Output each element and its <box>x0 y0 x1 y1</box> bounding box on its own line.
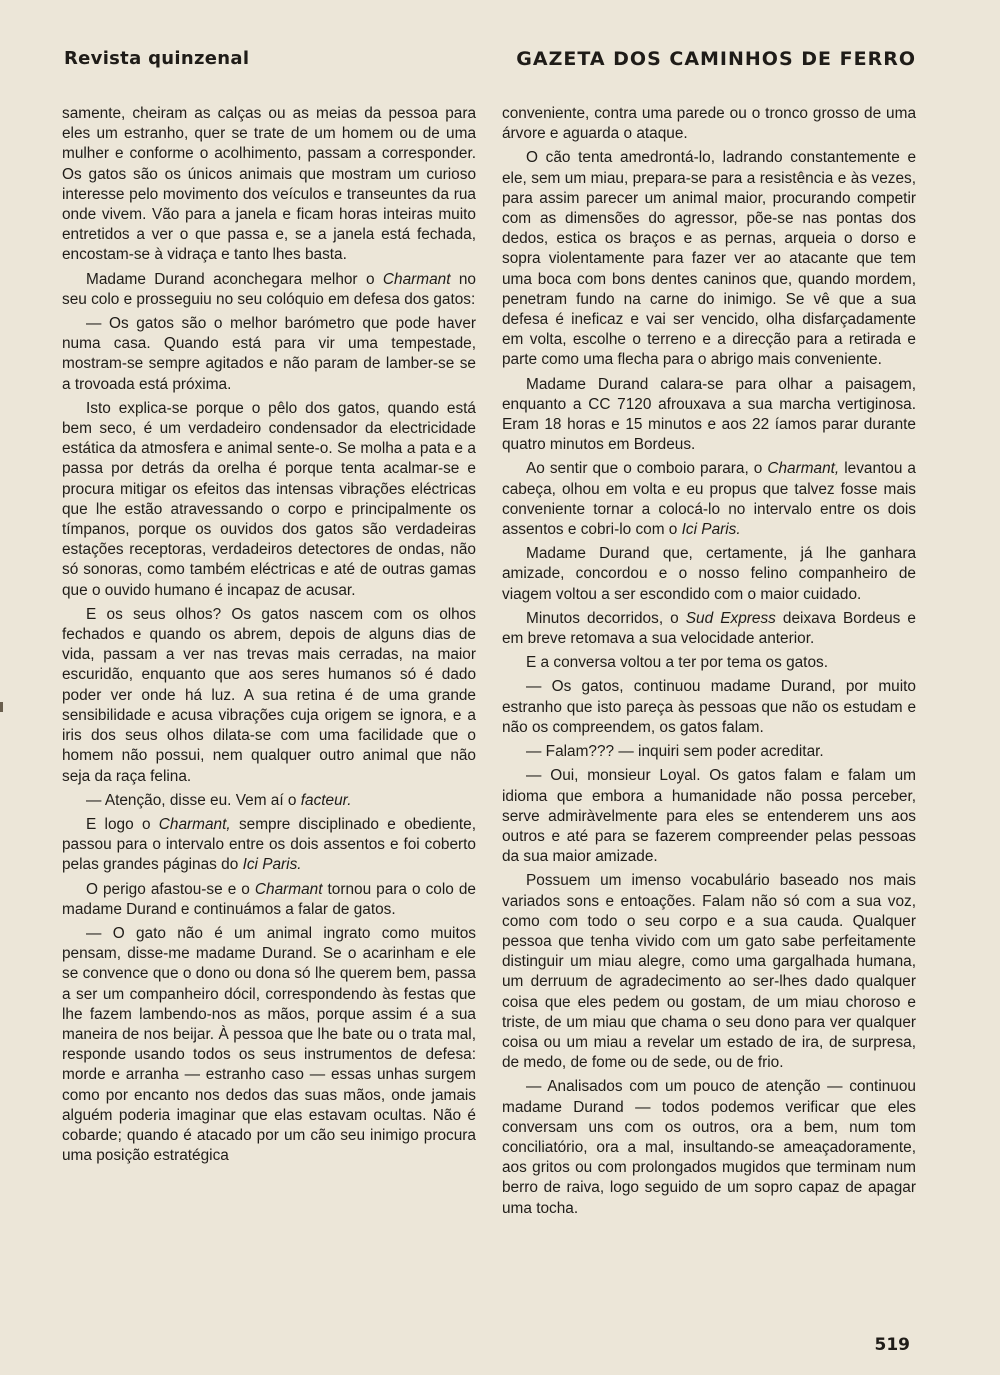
margin-mark <box>0 702 3 712</box>
right-column <box>502 104 916 1223</box>
text-segment: Minutos decorridos, o <box>526 609 686 627</box>
text-segment: Madame Durand aconchegara melhor o <box>86 270 383 288</box>
paragraph <box>62 791 476 811</box>
text-segment: E a conversa voltou a ter por tema os gatos. <box>526 654 828 672</box>
paragraph <box>502 459 916 540</box>
text-segment: tornou para o colo de madame Durand e continuámos a falar de gatos. <box>62 880 476 918</box>
text-segment: conveniente, contra uma parede ou o tronco grosso de uma árvore e aguarda o ataque. <box>502 105 916 143</box>
italic-text: facteur. <box>300 791 352 809</box>
paragraph <box>62 815 476 876</box>
text-segment: — O gato não é um animal ingrato como muitos pensam, disse-me madame Durand. Se o acarinham e ele se convence que o dono ou dona só lhe querem bem, passa a ser um companheiro dócil, correspondendo às festas que lhe fazem lambendo-nos as mãos, porque assim é a sua maneira de nos beijar. À pessoa que lhe bate ou o trata mal, responde usando todos os seus instrumentos de defesa: morde e arranha — estranho caso — essas unhas surgem como por encanto nos dedos das suas mãos, onde jamais alguém poderia imaginar que elas estavam ocultas. Não é cobarde; quando é atacado por um cão seu inimigo procura uma posição estratégica <box>62 924 476 1165</box>
text-segment: — Oui, monsieur Loyal. Os gatos falam e falam um idioma que embora a humanidade não possa perceber, serve admiràvelmente para eles se entenderem uns aos outros e até para se fazerem compreender pelas pessoas da sua maior amizade. <box>502 767 916 866</box>
text-segment: O perigo afastou-se e o <box>86 880 255 898</box>
text-segment: — Os gatos, continuou madame Durand, por muito estranho que isto pareça às pessoas que não os estudam e não os compreendem, os gatos falam. <box>502 678 916 736</box>
paragraph <box>62 880 476 920</box>
text-segment: sempre disciplinado e obediente, passou para o intervalo entre os dois assentos e foi coberto pelas grandes páginas do <box>62 815 476 874</box>
paragraph <box>62 270 476 310</box>
paragraph <box>62 104 476 266</box>
paragraph <box>62 924 476 1166</box>
italic-text: Sud Express <box>685 609 776 627</box>
text-segment: — Os gatos são o melhor barómetro que pode haver numa casa. Quando está para vir uma tempestade, mostram-se sempre agitados e não param de lamber-se se a trovoada está próxima. <box>62 315 476 393</box>
italic-text: Charmant <box>382 270 451 288</box>
italic-text: Charmant, <box>158 815 231 833</box>
text-segment: Possuem um imenso vocabulário baseado nos mais variados sons e entoações. Falam não só com a sua voz, como com todo o seu corpo e a sua cauda. Qualquer pessoa que tenha vivido com um gato sabe perfeitamente distinguir um miau alegre, como uma gargalhada humana, um derruum de agradecimento ao ser-lhes dado qualquer coisa que eles pedem ou gostam, de um miau choroso e triste, de um miau que chama o seu dono para ver qualquer coisa ou um miau a revelar um estado de ira, de surpresa, de medo, de fome ou de sede, ou de frio. <box>502 872 916 1072</box>
paragraph <box>502 677 916 738</box>
text-segment: deixava Bordeus e em breve retomava a sua velocidade anterior. <box>502 609 916 648</box>
text-segment: — Falam??? — inquiri sem poder acreditar. <box>526 743 824 761</box>
paragraph <box>502 375 916 456</box>
text-segment: Madame Durand que, certamente, já lhe ganhara amizade, concordou e o nosso felino companheiro de viagem voltou a ser escondido com o maior cuidado. <box>502 545 916 603</box>
paragraph <box>502 104 916 144</box>
text-segment: levantou a cabeça, olhou em volta e eu propus que talvez fosse mais conveniente tornar a colocá-lo no intervalo entre os dois assentos e cobri-lo com o <box>502 460 916 539</box>
header-right-title: GAZETA DOS CAMINHOS DE FERRO <box>516 48 916 70</box>
italic-text: Ici Paris. <box>681 521 741 539</box>
paragraph <box>62 605 476 787</box>
paragraph <box>502 871 916 1073</box>
text-segment: no seu colo e prosseguiu no seu colóquio em defesa dos gatos: <box>62 270 476 308</box>
paragraph <box>62 314 476 395</box>
text-segment: O cão tenta amedrontá-lo, ladrando constantemente e ele, sem um miau, prepara-se para a resistência e às vezes, para assim parecer um animal maior, procurando competir com as dimensões do agressor, põe-se nas pontas dos dedos, estica os braços e as pernas, arqueia o dorso e sopra violentamente para fazer ver ao atacante que tem uma boca com bons dentes caninos que, quando mordem, penetram fundo na carne do inimigo. Se vê que a sua defesa é ineficaz e vai ser vencido, olha disfarçadamente em volta, escolhe o terreno e a direcção para a retirada e parte como uma flecha para o abrigo mais conveniente. <box>502 149 916 369</box>
text-segment: samente, cheiram as calças ou as meias da pessoa para eles um estranho, quer se trate de um homem ou de uma mulher e conforme o acolhimento, passam a corresponder. Os gatos são os únicos animais que mostram um curioso interesse pelo movimento dos veículos e transeuntes da rua onde vivem. Vão para a janela e ficam horas inteiras muito entretidos a ver o que passa e, se a janela está fechada, encostam-se à vidraça e tanto lhes basta. <box>62 105 476 264</box>
paragraph <box>502 653 916 673</box>
page-number: 519 <box>874 1335 910 1355</box>
paragraph <box>62 399 476 601</box>
paragraph <box>502 742 916 762</box>
text-segment: — Atenção, disse eu. Vem aí o <box>86 791 301 809</box>
text-segment: E logo o <box>86 815 159 833</box>
paragraph <box>502 148 916 370</box>
text-segment: E os seus olhos? Os gatos nascem com os olhos fechados e quando os abrem, depois de alguns dias de vida, passam a ver nas trevas mais cerradas, na maior escuridão, enquanto que aos seres humanos só é dado poder ver onde há luz. A sua retina é de uma grande sensibilidade e acusa vibrações cuja origem se ignora, e a iris dos seus olhos dilata-se com uma facilidade que o homem não possui, nem qualquer outro animal que não seja da raça felina. <box>62 605 476 785</box>
header-left-title: Revista quinzenal <box>64 48 250 69</box>
text-segment: Ao sentir que o comboio parara, o <box>526 460 768 478</box>
paragraph <box>502 544 916 605</box>
text-segment: — Analisados com um pouco de atenção — continuou madame Durand — todos podemos verificar que eles conversam uns com os outros, ora a bem, num tom conciliatório, ora a mal, insultando-se ameaçadoramente, aos gritos ou com prolongados mugidos que terminam num berro de raiva, logo seguido de um sopro capaz de apagar uma tocha. <box>502 1078 916 1217</box>
paragraph <box>502 1077 916 1218</box>
left-column <box>62 104 476 1170</box>
italic-text: Ici Paris. <box>242 856 302 874</box>
paragraph <box>502 766 916 867</box>
text-segment: Isto explica-se porque o pêlo dos gatos, quando está bem seco, é um verdadeiro condensador da electricidade estática da atmosfera e animal sente-o. Se molha a pata e a passa por detrás da orelha é porque tenta acalmar-se e procura mitigar os efeitos das intensas vibrações eléctricas que lhe estão atravessando o corpo e principalmente os tímpanos, porque os ouvidos dos gatos são verdadeiras estações receptoras, verdadeiros detectores de ondas, não só sonoras, como também eléctricas e até de outras gamas que o ouvido humano é incapaz de acusar. <box>62 399 476 599</box>
paragraph <box>502 609 916 649</box>
italic-text: Charmant <box>254 880 323 898</box>
italic-text: Charmant, <box>767 460 840 478</box>
text-segment: Madame Durand calara-se para olhar a paisagem, enquanto a CC 7120 afrouxava a sua marcha vertiginosa. Eram 18 horas e 15 minutos e aos 22 íamos parar durante quatro minutos em Bordeus. <box>502 375 916 454</box>
